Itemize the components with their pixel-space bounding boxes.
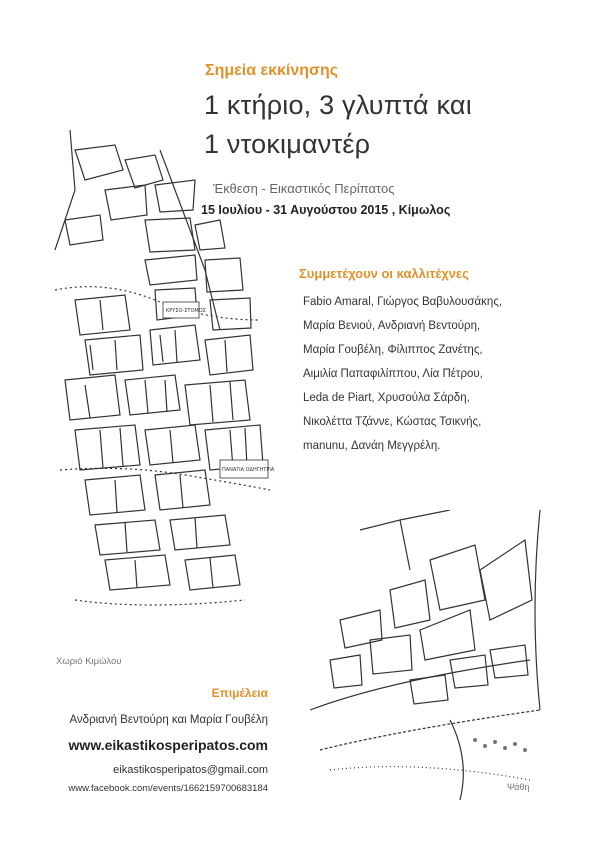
exhibition-dates: 15 Ιουλίου - 31 Αυγούστου 2015 , Κίμωλος [201, 203, 451, 217]
title-line-2: 1 ντοκιμαντέρ [204, 129, 371, 159]
kicker-text: Σημεία εκκίνησης [205, 62, 339, 79]
artist-line: Leda de Piart, Χρυσούλα Σάρδη, [303, 392, 470, 404]
exhibition-subtitle: Έκθεση - Εικαστικός Περίπατος [213, 181, 395, 196]
website-link[interactable]: www.eikastikosperipatos.com [68, 737, 268, 753]
artists-heading: Συμμετέχουν οι καλλιτέχνες [299, 266, 469, 281]
artist-line: Μαρία Γουβέλη, Φίλιππος Ζανέτης, [303, 344, 483, 356]
curation-heading: Επιμέλεια [211, 686, 268, 700]
artist-line: manunu, Δανάη Μεγγρέλη. [303, 440, 441, 452]
village-map-caption: Χωριό Κιμώλου [56, 656, 122, 667]
curators-text: Ανδριανή Βεντούρη και Μαρία Γουβέλη [69, 714, 268, 726]
village-map [45, 130, 275, 630]
label-krysostomos: ΚΡΥΣΟ-ΣΤΟΜΟΣ [166, 308, 206, 314]
label-panagia: ΠΑΝΑΓΙΑ ΟΔΗΓΗΤΡΙΑ [222, 467, 275, 473]
artist-line: Fabio Amaral, Γιώργος Βαβυλουσάκης, [303, 296, 503, 308]
artist-line: Μαρία Βενιού, Ανδριανή Βεντούρη, [303, 320, 481, 332]
email-link[interactable]: eikastikosperipatos@gmail.com [113, 764, 268, 776]
title-line-1: 1 κτήριο, 3 γλυπτά και [204, 90, 472, 120]
facebook-link[interactable]: www.facebook.com/events/1662159700683184 [68, 783, 268, 794]
psathi-map [300, 510, 545, 800]
artist-line: Νικολέττα Τζάννε, Κώστας Τσικνής, [303, 416, 482, 428]
psathi-map-caption: Ψάθη [507, 782, 530, 792]
artist-line: Αιμιλία Παπαφιλίππου, Λία Πέτρου, [303, 368, 483, 380]
